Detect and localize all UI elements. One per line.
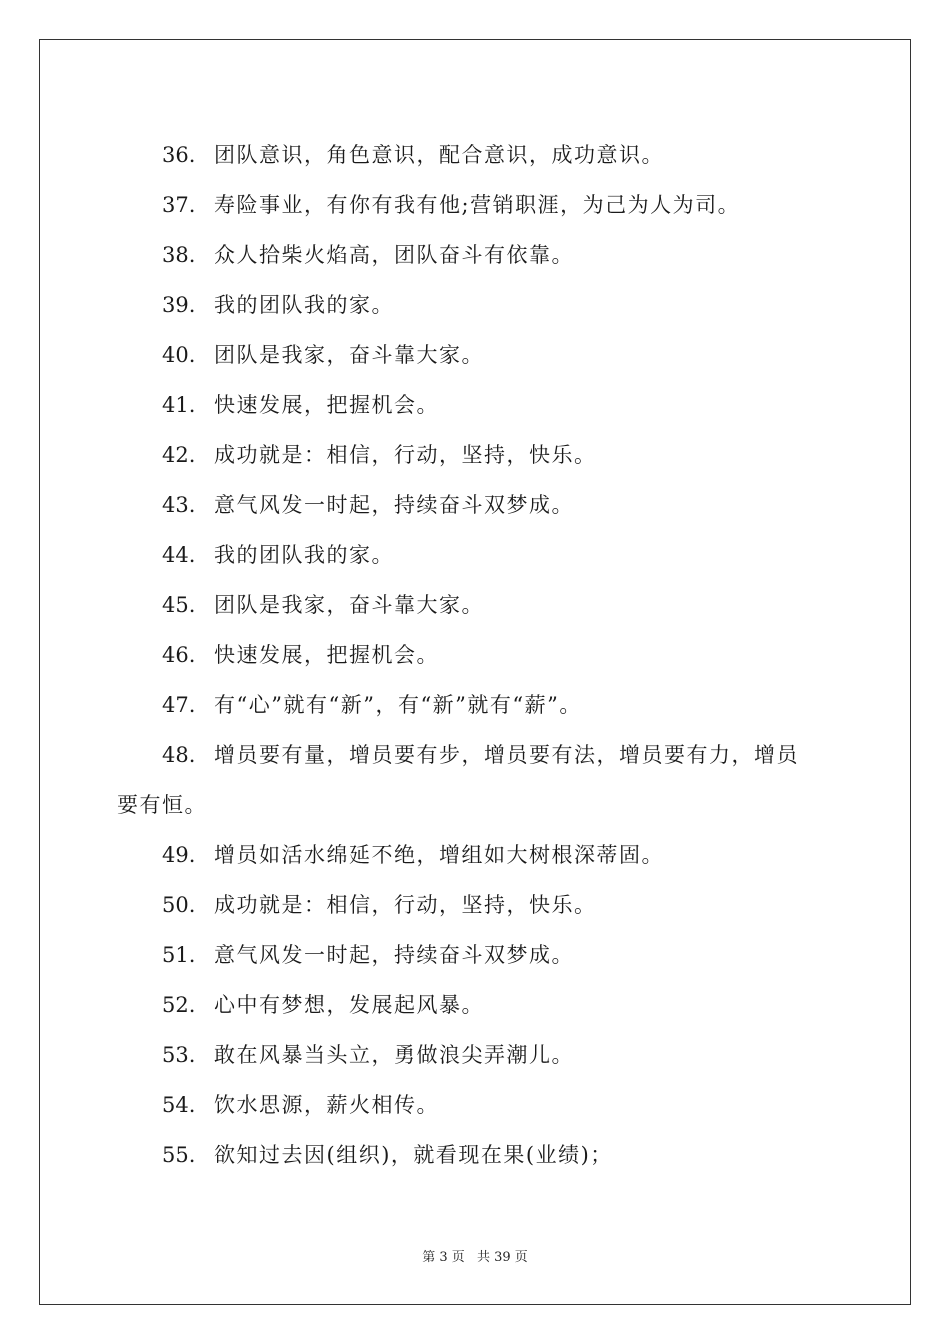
item-number: 40.: [162, 343, 196, 367]
item-text: 我的团队我的家。: [214, 543, 394, 567]
item-number: 45.: [162, 593, 196, 617]
item-number: 49.: [162, 843, 196, 867]
list-item: [117, 230, 837, 280]
item-text: 增员如活水绵延不绝，增组如大树根深蒂固。: [214, 843, 664, 867]
list-item: [117, 280, 837, 330]
list-item: [117, 930, 837, 980]
item-text: 团队意识，角色意识，配合意识，成功意识。: [214, 143, 664, 167]
item-number: 50.: [162, 893, 196, 917]
list-item: [117, 380, 837, 430]
list-item: [117, 1080, 837, 1130]
page-number: 第 3 页: [422, 1250, 465, 1265]
item-text-continuation: 要有恒。: [117, 793, 207, 817]
list-item: [117, 1030, 837, 1080]
item-number: 42.: [162, 443, 196, 467]
list-item: [117, 180, 837, 230]
list-item: [117, 1130, 837, 1180]
item-text: 心中有梦想，发展起风暴。: [214, 993, 484, 1017]
list-item: [117, 330, 837, 380]
item-number: 43.: [162, 493, 196, 517]
list-item: [117, 130, 837, 180]
item-text: 团队是我家，奋斗靠大家。: [214, 593, 484, 617]
list-item: [117, 430, 837, 480]
list-item: [117, 730, 837, 830]
item-number: 39.: [162, 293, 196, 317]
list-item: [117, 830, 837, 880]
item-text: 团队是我家，奋斗靠大家。: [214, 343, 484, 367]
list-item: [117, 980, 837, 1030]
item-text: 成功就是：相信，行动，坚持，快乐。: [214, 893, 597, 917]
page-footer: [0, 1246, 950, 1265]
list-item: [117, 480, 837, 530]
list-item: [117, 680, 837, 730]
item-number: 41.: [162, 393, 196, 417]
item-text: 有“心”就有“新”，有“新”就有“薪”。: [214, 693, 582, 717]
page-total: 共 39 页: [476, 1250, 528, 1265]
item-number: 52.: [162, 993, 196, 1017]
item-number: 47.: [162, 693, 196, 717]
item-number: 51.: [162, 943, 196, 967]
item-text: 增员要有量，增员要有步，增员要有法，增员要有力，增员: [214, 743, 799, 767]
list-item: [117, 630, 837, 680]
item-number: 48.: [162, 743, 196, 767]
item-number: 37.: [162, 193, 196, 217]
item-text: 快速发展，把握机会。: [214, 393, 439, 417]
list-item: [117, 530, 837, 580]
document-body: [117, 130, 837, 1180]
list-item: [117, 580, 837, 630]
item-number: 44.: [162, 543, 196, 567]
item-number: 38.: [162, 243, 196, 267]
list-item: [117, 880, 837, 930]
item-text: 成功就是：相信，行动，坚持，快乐。: [214, 443, 597, 467]
item-number: 53.: [162, 1043, 196, 1067]
item-number: 46.: [162, 643, 196, 667]
item-text: 饮水思源，薪火相传。: [214, 1093, 439, 1117]
item-number: 36.: [162, 143, 196, 167]
item-text: 欲知过去因(组织)，就看现在果(业绩)；: [214, 1143, 613, 1167]
item-text: 寿险事业，有你有我有他;营销职涯，为己为人为司。: [214, 193, 741, 217]
item-text: 意气风发一时起，持续奋斗双梦成。: [214, 943, 574, 967]
item-text: 快速发展，把握机会。: [214, 643, 439, 667]
item-text: 众人拾柴火焰高，团队奋斗有依靠。: [214, 243, 574, 267]
item-text: 我的团队我的家。: [214, 293, 394, 317]
item-text: 敢在风暴当头立，勇做浪尖弄潮儿。: [214, 1043, 574, 1067]
item-text: 意气风发一时起，持续奋斗双梦成。: [214, 493, 574, 517]
item-number: 54.: [162, 1093, 196, 1117]
item-number: 55.: [162, 1143, 196, 1167]
